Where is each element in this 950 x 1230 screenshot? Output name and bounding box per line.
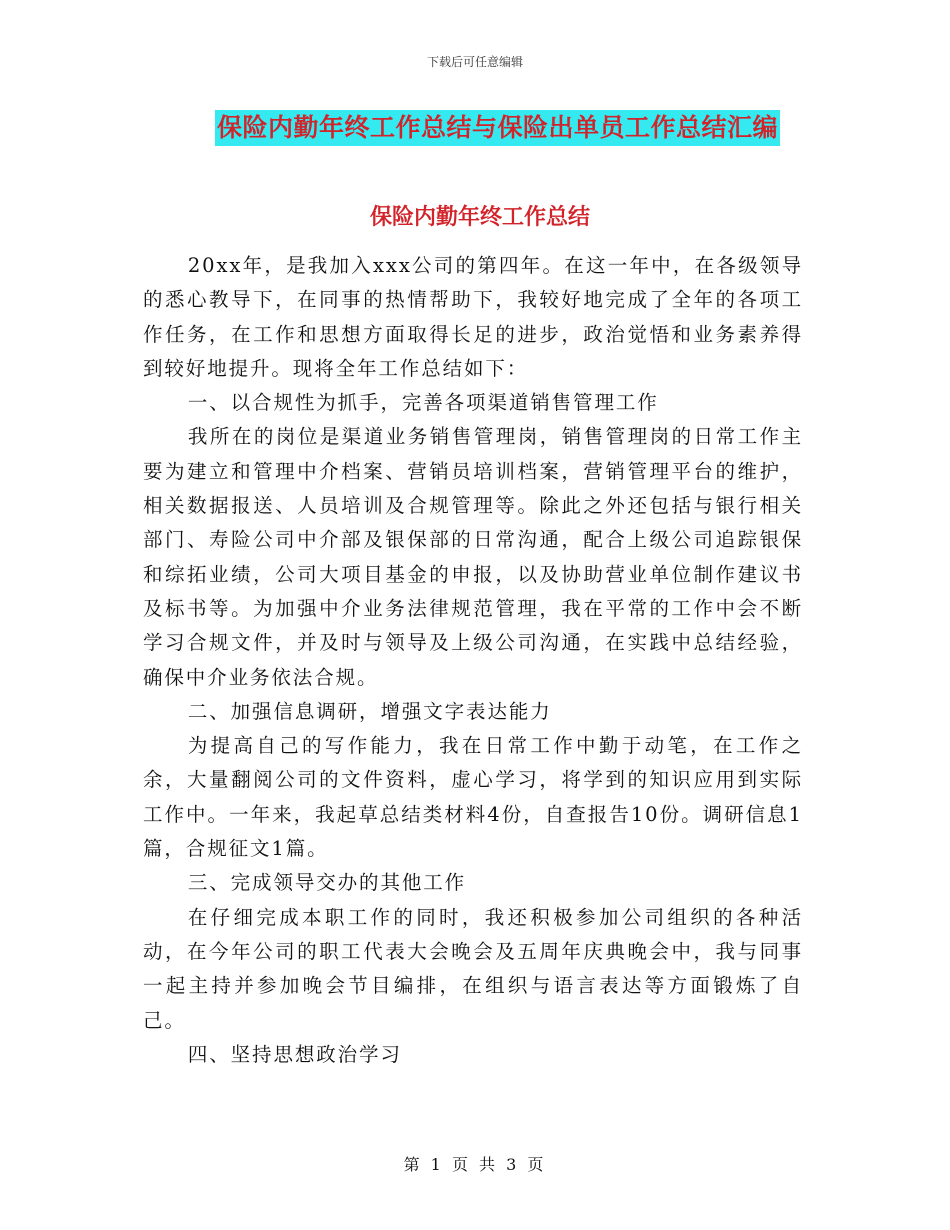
document-body [143, 249, 803, 1072]
header-note: 下载后可任意编辑 [426, 55, 523, 69]
body-paragraph: 为提高自己的写作能力，我在日常工作中勤于动笔，在工作之余，大量翻阅公司的文件资料，虚心学习，将学到的知识应用到实际工作中。一年来，我起草总结类材料4份，自查报告10份。调研信息1篇，合规征文1篇。 [143, 734, 803, 861]
body-heading: 一、以合规性为抓手，完善各项渠道销售管理工作 [187, 391, 659, 415]
section-title: 保险内勤年终工作总结 [369, 205, 590, 230]
document-main-title: 保险内勤年终工作总结与保险出单员工作总结汇编 [215, 110, 780, 146]
body-heading: 四、坚持思想政治学习 [187, 1042, 402, 1066]
body-paragraph: 20xx年，是我加入xxx公司的第四年。在这一年中，在各级领导的悉心教导下，在同事的热情帮助下，我较好地完成了全年的各项工作任务，在工作和思想方面取得长足的进步，政治觉悟和业务素养得到较好地提升。现将全年工作总结如下： [143, 254, 803, 380]
body-heading: 二、加强信息调研，增强文字表达能力 [187, 699, 552, 723]
main-title-wrap [0, 110, 950, 146]
body-heading: 三、完成领导交办的其他工作 [187, 871, 467, 895]
page-footer: 第 1 页 共 3 页 [403, 1155, 547, 1174]
body-paragraph: 我所在的岗位是渠道业务销售管理岗，销售管理岗的日常工作主要为建立和管理中介档案、营销员培训档案，营销管理平台的维护，相关数据报送、人员培训及合规管理等。除此之外还包括与银行相关部门、寿险公司中介部及银保部的日常沟通，配合上级公司追踪银保和综拓业绩，公司大项目基金的申报，以及协助营业单位制作建议书及标书等。为加强中介业务法律规范管理，我在平常的工作中会不断学习合规文件，并及时与领导及上级公司沟通，在实践中总结经验，确保中介业务依法合规。 [143, 425, 803, 689]
body-paragraph: 在仔细完成本职工作的同时，我还积极参加公司组织的各种活动，在今年公司的职工代表大会晚会及五周年庆典晚会中，我与同事一起主持并参加晚会节目编排，在组织与语言表达等方面锻炼了自己。 [143, 905, 803, 1032]
